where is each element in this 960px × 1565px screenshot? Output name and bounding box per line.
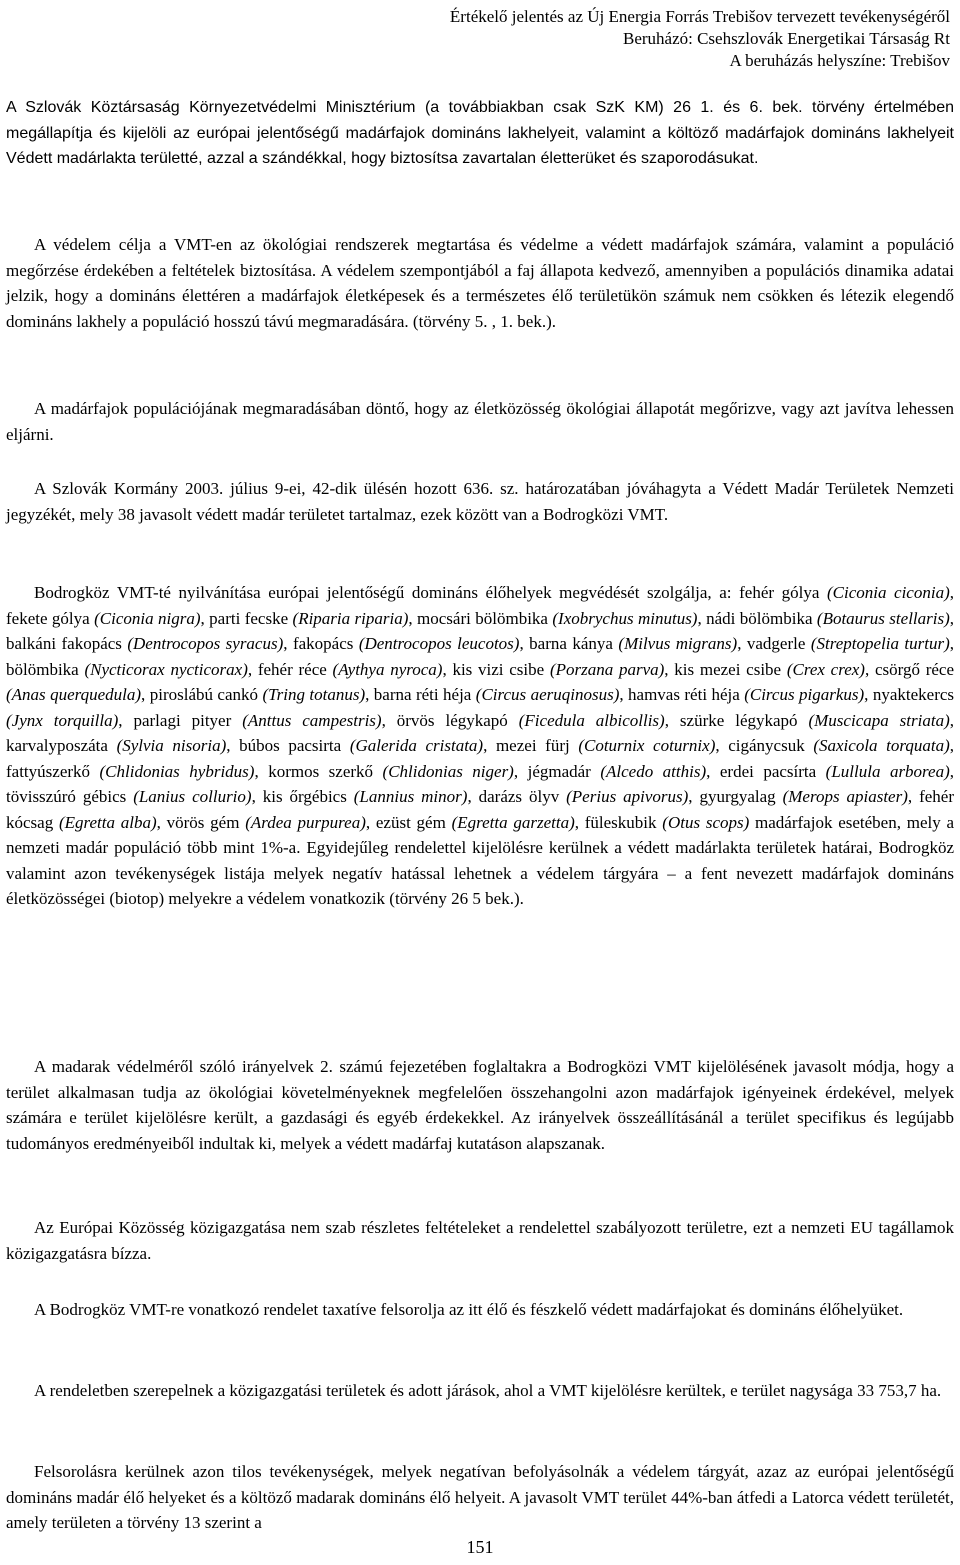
species-text: , parti fecske xyxy=(200,608,293,628)
header-investor: Beruházó: Csehszlovák Energetikai Társaság Rt xyxy=(622,29,950,48)
latin-species-name: (Lannius minor) xyxy=(353,787,468,806)
running-header xyxy=(450,6,950,72)
species-text: , hamvas réti héja xyxy=(619,685,745,704)
latin-species-name: (Lullula arborea) xyxy=(825,761,950,781)
latin-species-name: (Saxicola torquata) xyxy=(813,736,950,755)
latin-species-name: (Ficedula albicollis) xyxy=(518,710,665,730)
latin-species-name: (Anas querquedula) xyxy=(6,685,142,704)
species-text: , fekete gólya xyxy=(6,583,954,628)
species-text: , tövisszúró gébics xyxy=(6,761,954,806)
page-number: 151 xyxy=(466,1537,494,1557)
latin-species-name: (Perius apivorus) xyxy=(566,787,689,806)
species-text: , gyurgyalag xyxy=(688,787,783,806)
latin-species-name: (Dentrocopos syracus) xyxy=(127,634,284,653)
species-text: , karvalyposzáta xyxy=(6,710,954,755)
latin-species-name: (Ixobrychus minutus) xyxy=(552,608,698,628)
species-text: , parlagi pityer xyxy=(118,710,243,730)
species-text: , füleskubik xyxy=(574,812,663,832)
species-text: , fehér réce xyxy=(247,659,333,679)
species-text: , mocsári bölömbika xyxy=(408,608,553,628)
latin-species-name: (Botaurus stellaris) xyxy=(816,608,950,628)
paragraph-ministry: A Szlovák Köztársaság Környezetvédelmi Minisztérium (a továbbiakban csak SzK KM) 26 1. és 6. bek. törvény értelmében megállapítja és kijelöli az európai jelentőségű madárfajok domináns lakhelyeit, valamint a költöző madárfajok domináns lakhelyeit Védett madárlakta területté, azzal a szándékkal, hogy biztosítsa zavartalan életterüket és szaporodásukat. xyxy=(6,99,954,167)
latin-species-name: (Porzana parva) xyxy=(549,659,665,679)
species-text: , szürke légykapó xyxy=(664,710,809,730)
latin-species-name: (Sylvia nisoria) xyxy=(116,736,227,755)
paragraph-directives: A madarak védelméről szóló irányelvek 2. számú fejezetében foglaltakra a Bodrogközi VMT kijelölésének javasolt módja, hogy a terület alkalmasan tudja az ökológiai követelményeknek megfelelően összehangolni azon madárfajok igényeinek érdekével, melyek számára e terület kijelölésre került, a gazdasági és egyéb érdekekkel. Az irányelvek összeállításánál a terület specifikus és legújabb tudományos eredményeiből indultak ki, melyek a védett madárfaj kutatáson alapszanak. xyxy=(6,1057,954,1153)
species-text: , vadgerle xyxy=(737,634,811,653)
latin-species-name: (Aythya nyroca) xyxy=(332,659,443,679)
latin-species-name: (Chlidonias niger) xyxy=(382,761,514,781)
latin-species-name: (Chlidonias hybridus) xyxy=(99,761,255,781)
species-text: madárfajok esetében, mely a nemzeti madár populáció több mint 1%-a. Egyidejűleg rendelettel kijelölésre kerülnek a védett madárlakta területek határai, Bodrogköz valamint azon tevékenységek listája melyek negatív hatással lehetnek a védelem tárgyára – a fent nevezett madárfajok domináns életközösségei (biotop) melyekre a védelem vonatkozik (törvény 26 5 bek.). xyxy=(6,812,955,908)
latin-species-name: (Milvus migrans) xyxy=(618,634,738,653)
species-text: , erdei pacsírta xyxy=(706,761,826,781)
species-text: , barna réti héja xyxy=(365,685,476,704)
species-text: , kis vizi csibe xyxy=(442,659,550,679)
latin-species-name: (Egretta alba) xyxy=(58,812,157,832)
latin-species-name: (Tring totanus) xyxy=(262,685,366,704)
species-text: , ezüst gém xyxy=(365,812,452,832)
species-text: Bodrogköz VMT-té nyilvánítása európai jelentőségű domináns élőhelyek megvédését szolgálja, a: fehér gólya xyxy=(34,583,827,602)
latin-species-name: (Lanius collurio) xyxy=(133,787,252,806)
latin-species-name: (Galerida cristata) xyxy=(349,736,484,755)
latin-species-name: (Ciconia ciconia) xyxy=(826,583,950,602)
species-text: , mezei fürj xyxy=(483,736,579,755)
latin-species-name: (Ardea purpurea) xyxy=(245,812,366,832)
latin-species-name: (Nycticorax nycticorax) xyxy=(84,659,248,679)
paragraph-prohibited-activities: Felsorolásra kerülnek azon tilos tevékenységek, melyek negatívan befolyásolnák a védelem tárgyát, azaz az európai jelentőségű domináns madár élő helyeket és a költöző madarak domináns élő helyeit. A javasolt VMT terület 44%-ban átfedi a Latorca védett területét, amely területen a törvény 13 szerint a xyxy=(6,1462,954,1532)
paragraph-eu-administration: Az Európai Közösség közigazgatása nem szab részletes feltételeket a rendelettel szabályozott területre, ezt a nemzeti EU tagállamok közigazgatásra bízza. xyxy=(6,1218,954,1263)
latin-species-name: (Otus scops) xyxy=(662,812,750,832)
latin-species-name: (Egretta garzetta) xyxy=(451,812,575,832)
species-text: , bölömbika xyxy=(6,634,955,679)
latin-species-name: (Alcedo atthis) xyxy=(600,761,707,781)
species-text: , kis mezei csibe xyxy=(664,659,787,679)
header-title: Értékelő jelentés az Új Energia Forrás Trebišov tervezett tevékenységéről xyxy=(449,7,950,26)
species-text: , kis őrgébics xyxy=(251,787,354,806)
latin-species-name: (Dentrocopos leucotos) xyxy=(358,634,520,653)
header-location: A beruházás helyszíne: Trebišov xyxy=(729,51,950,70)
species-text: , barna kánya xyxy=(519,634,619,653)
latin-species-name: (Streptopelia turtur) xyxy=(810,634,950,653)
paragraph-regulation-list: A Bodrogköz VMT-re vonatkozó rendelet taxatíve felsorolja az itt élő és fészkelő védett madárfajokat és domináns élőhelyüket. xyxy=(34,1300,904,1319)
species-text: , vörös gém xyxy=(156,812,246,832)
latin-species-name: (Anttus campestris) xyxy=(242,710,382,730)
paragraph-area-size: A rendeletben szerepelnek a közigazgatási területek és adott járások, ahol a VMT kijelölésre kerültek, e terület nagysága 33 753,7 ha. xyxy=(34,1381,942,1400)
species-text: , fattyúszerkő xyxy=(6,736,955,781)
species-text: , jégmadár xyxy=(513,761,601,781)
species-text: , cigánycsuk xyxy=(715,736,814,755)
species-text: , fakopács xyxy=(283,634,359,653)
species-text: , csörgő réce xyxy=(864,659,955,679)
species-text: , nádi bölömbika xyxy=(697,608,817,628)
paragraph-species-list xyxy=(6,580,954,912)
latin-species-name: (Ciconia nigra) xyxy=(94,608,201,628)
species-text: , kormos szerkő xyxy=(254,761,383,781)
latin-species-name: (Merops apiaster) xyxy=(782,787,908,806)
species-text: , darázs ölyv xyxy=(467,787,567,806)
latin-species-name: (Coturnix coturnix) xyxy=(578,736,716,755)
latin-species-name: (Circus pigarkus) xyxy=(744,685,865,704)
latin-species-name: (Jynx torquilla) xyxy=(6,710,119,730)
species-text: , fehér kócsag xyxy=(6,787,954,832)
paragraph-population: A madárfajok populációjának megmaradásában döntő, hogy az életközösség ökológiai állapotát megőrizve, vagy azt javítva lehessen eljárni. xyxy=(6,399,954,444)
latin-species-name: (Crex crex) xyxy=(786,659,865,679)
species-text: , nyaktekercs xyxy=(864,685,955,704)
species-text: , örvös légykapó xyxy=(381,710,519,730)
species-text: , búbos pacsirta xyxy=(226,736,350,755)
paragraph-government-decision: A Szlovák Kormány 2003. július 9-ei, 42-dik ülésén hozott 636. sz. határozatában jóváhagyta a Védett Madár Területek Nemzeti jegyzékét, mely 38 javasolt védett madár területet tartalmaz, ezek között van a Bodrogközi VMT. xyxy=(6,479,954,524)
latin-species-name: (Muscicapa striata) xyxy=(808,710,950,730)
species-text: , piroslábú cankó xyxy=(141,685,263,704)
paragraph-protection-goal: A védelem célja a VMT-en az ökológiai rendszerek megtartása és védelme a védett madárfajok számára, valamint a populáció megőrzése érdekében a feltételek biztosítása. A védelem szempontjából a faj állapota kedvező, amennyiben a populációs dinamika adatai jelzik, hogy a domináns élettéren a madárfajok életképesek és a természetes élő területükön számuk nem csökken és létezik elegendő domináns lakhely a populáció hosszú távú megmaradására. (törvény 5. , 1. bek.). xyxy=(6,235,954,331)
latin-species-name: (Riparia riparia) xyxy=(292,608,409,628)
latin-species-name: (Circus aeruqinosus) xyxy=(475,685,620,704)
species-text: , balkáni fakopács xyxy=(6,608,955,653)
